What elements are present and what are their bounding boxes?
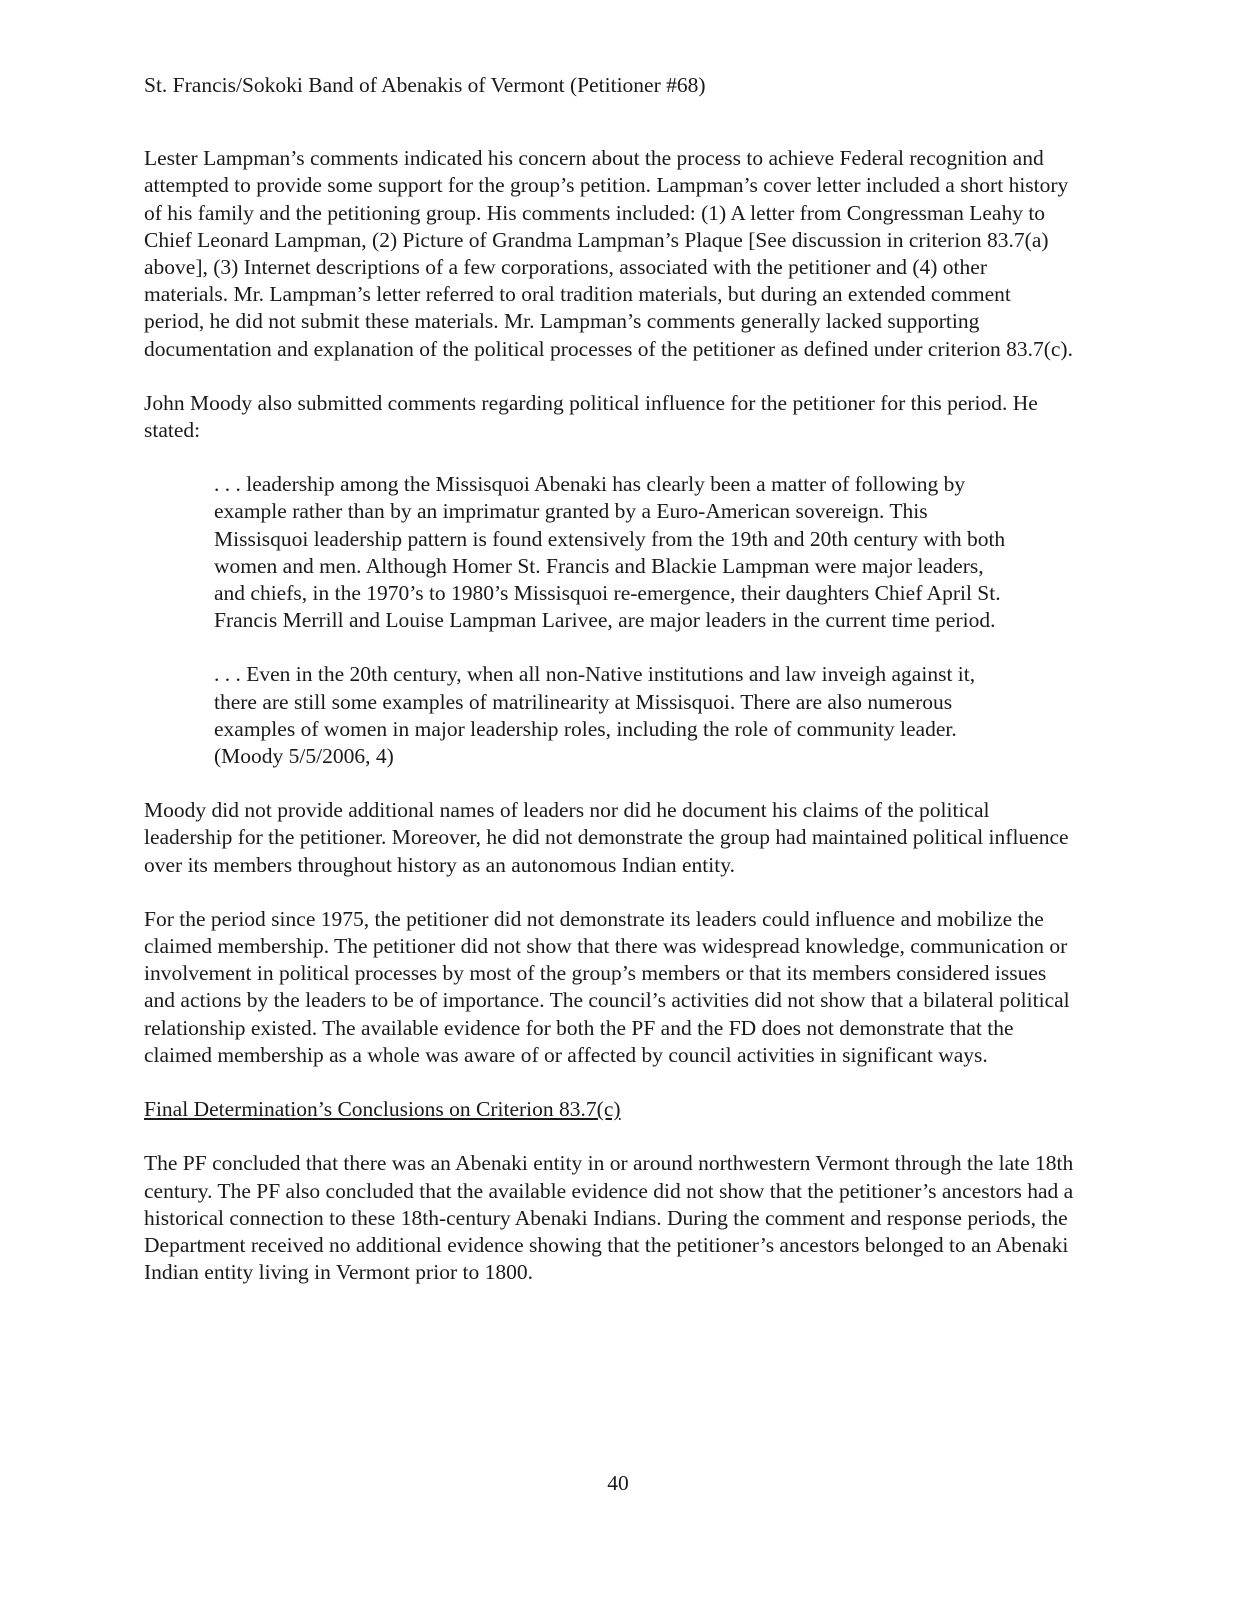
paragraph-moody-intro: John Moody also submitted comments regarding political influence for the petitioner for this period. He stated: bbox=[144, 390, 1038, 443]
paragraph-moody-conclusion: Moody did not provide additional names of leaders nor did he document his claims of the political leadership for the petitioner. Moreover, he did not demonstrate the group had maintained political influence over its members throughout history as an autonomous Indian entity. bbox=[144, 798, 1069, 877]
block-quote-matrilinearity: . . . Even in the 20th century, when all non-Native institutions and law inveigh against it, there are still some examples of matrilinearity at Missisquoi. There are also numerous examples of women in major leadership roles, including the role of community leader. (Moody 5/5/2006, 4) bbox=[214, 662, 976, 769]
section-heading: Final Determination’s Conclusions on Criterion 83.7(c) bbox=[144, 1097, 621, 1122]
block-quote-leadership: . . . leadership among the Missisquoi Abenaki has clearly been a matter of following by example rather than by an imprimatur granted by a Euro-American sovereign. This Missisquoi leadership pattern is found extensively from the 19th and 20th century with both women and men. Although Homer St. Francis and Blackie Lampman were major leaders, and chiefs, in the 1970’s to 1980’s Missisquoi re-emergence, their daughters Chief April St. Francis Merrill and Louise Lampman Larivee, are major leaders in the current time period. bbox=[214, 472, 1006, 633]
paragraph-since-1975: For the period since 1975, the petitioner did not demonstrate its leaders could influence and mobilize the claimed membership. The petitioner did not show that there was widespread knowledge, communication or involvement in political processes by most of the group’s members or that its members considered issues and actions by the leaders to be of importance. The council’s activities did not show that a bilateral political relationship existed. The available evidence for both the PF and the FD does not demonstrate that the claimed membership as a whole was aware of or affected by council activities in significant ways. bbox=[144, 906, 1070, 1067]
paragraph-pf-conclusion: The PF concluded that there was an Abenaki entity in or around northwestern Vermont through the late 18th century. The PF also concluded that the available evidence did not show that the petitioner’s ancestors had a historical connection to these 18th-century Abenaki Indians. During the comment and response periods, the Department received no additional evidence showing that the petitioner’s ancestors belonged to an Abenaki Indian entity living in Vermont prior to 1800. bbox=[144, 1151, 1074, 1285]
paragraph-lampman-comments: Lester Lampman’s comments indicated his concern about the process to achieve Federal recognition and attempted to provide some support for the group’s petition. Lampman’s cover letter included a short history of his family and the petitioning group. His comments included: (1) A letter from Congressman Leahy to Chief Leonard Lampman, (2) Picture of Grandma Lampman’s Plaque [See discussion in criterion 83.7(a) above], (3) Internet descriptions of a few corporations, associated with the petitioner and (4) other materials. Mr. Lampman’s letter referred to oral tradition materials, but during an extended comment period, he did not submit these materials. Mr. Lampman’s comments generally lacked supporting documentation and explanation of the political processes of the petitioner as defined under criterion 83.7(c). bbox=[144, 146, 1073, 361]
document-page bbox=[144, 72, 1074, 1313]
page-number: 40 bbox=[607, 1471, 629, 1495]
running-header: St. Francis/Sokoki Band of Abenakis of Vermont (Petitioner #68) bbox=[144, 73, 706, 97]
